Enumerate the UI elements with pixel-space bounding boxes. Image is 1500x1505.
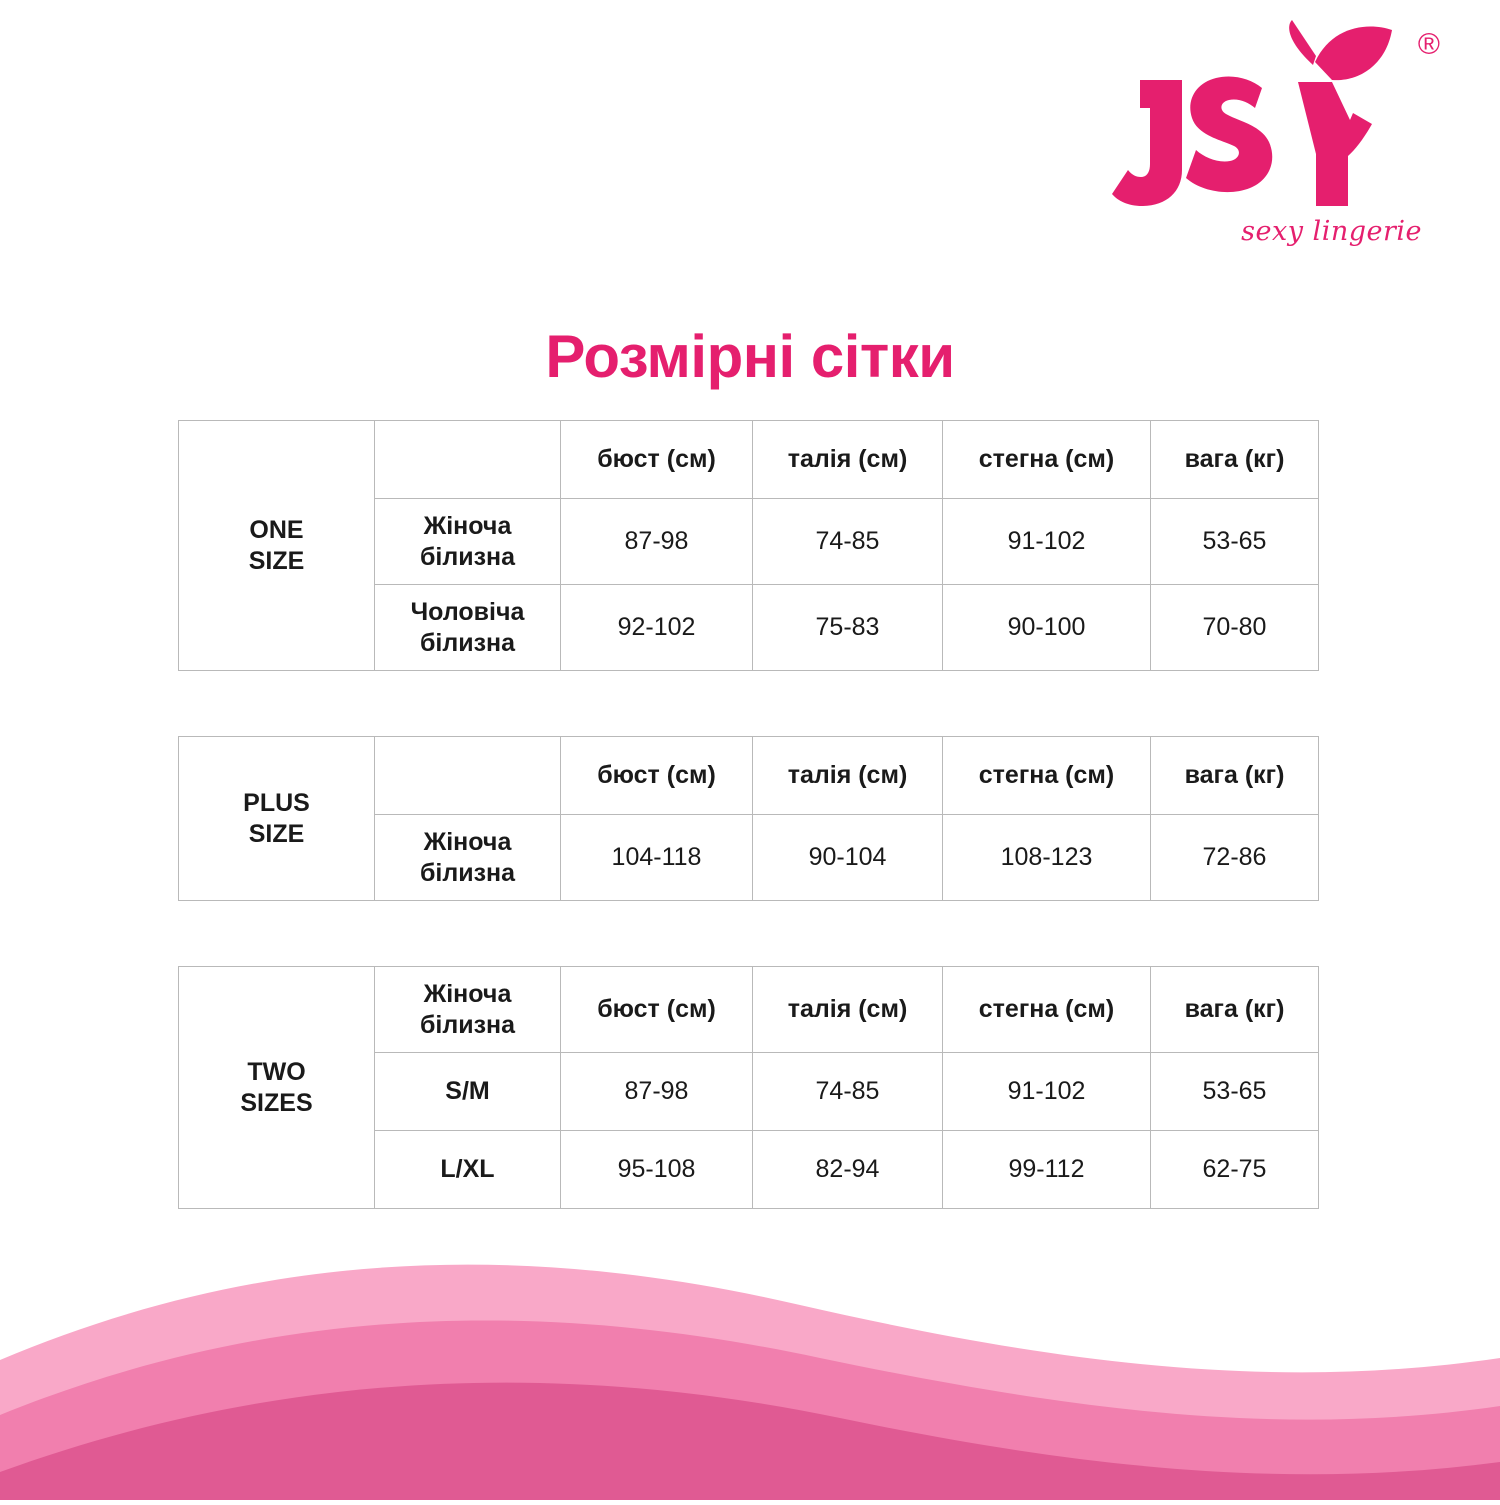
column-header-weight: вага (кг) bbox=[1151, 967, 1319, 1053]
cell-hips: 91-102 bbox=[943, 1053, 1151, 1131]
row-header-women: Жіноча білизна bbox=[375, 499, 561, 585]
cell-hips: 108-123 bbox=[943, 815, 1151, 901]
column-header-weight: вага (кг) bbox=[1151, 737, 1319, 815]
cell-waist: 74-85 bbox=[753, 1053, 943, 1131]
cell-weight: 53-65 bbox=[1151, 499, 1319, 585]
column-header-bust: бюст (см) bbox=[561, 967, 753, 1053]
column-header-waist: талія (см) bbox=[753, 737, 943, 815]
cell-weight: 70-80 bbox=[1151, 585, 1319, 671]
table-row bbox=[179, 737, 1319, 815]
row-header-sm: S/M bbox=[375, 1053, 561, 1131]
cell-bust: 104-118 bbox=[561, 815, 753, 901]
group-label-one-size: ONE SIZE bbox=[179, 421, 375, 671]
column-header-weight: вага (кг) bbox=[1151, 421, 1319, 499]
brand-tagline: sexy lingerie bbox=[1241, 216, 1422, 247]
page-title: Розмірні сітки bbox=[545, 323, 955, 391]
table-row bbox=[179, 967, 1319, 1053]
table-two-sizes bbox=[178, 966, 1319, 1209]
column-header-hips: стегна (см) bbox=[943, 421, 1151, 499]
cell-waist: 75-83 bbox=[753, 585, 943, 671]
corner-cell-women: Жіноча білизна bbox=[375, 967, 561, 1053]
table-plus-size bbox=[178, 736, 1319, 901]
cell-waist: 90-104 bbox=[753, 815, 943, 901]
column-header-bust: бюст (см) bbox=[561, 421, 753, 499]
corner-cell bbox=[375, 421, 561, 499]
column-header-hips: стегна (см) bbox=[943, 967, 1151, 1053]
registered-mark-icon: ® bbox=[1417, 28, 1440, 61]
column-header-hips: стегна (см) bbox=[943, 737, 1151, 815]
cell-waist: 74-85 bbox=[753, 499, 943, 585]
decorative-waves bbox=[0, 1210, 1500, 1500]
jsy-logo-icon bbox=[1110, 20, 1410, 210]
row-header-men: Чоловіча білизна bbox=[375, 585, 561, 671]
row-header-women: Жіноча білизна bbox=[375, 815, 561, 901]
table-one-size bbox=[178, 420, 1319, 671]
cell-weight: 62-75 bbox=[1151, 1131, 1319, 1209]
cell-bust: 92-102 bbox=[561, 585, 753, 671]
logo-mark bbox=[1110, 20, 1410, 210]
cell-waist: 82-94 bbox=[753, 1131, 943, 1209]
size-tables bbox=[178, 420, 1318, 1274]
cell-bust: 95-108 bbox=[561, 1131, 753, 1209]
cell-bust: 87-98 bbox=[561, 499, 753, 585]
group-label-plus-size: PLUS SIZE bbox=[179, 737, 375, 901]
cell-hips: 90-100 bbox=[943, 585, 1151, 671]
cell-hips: 91-102 bbox=[943, 499, 1151, 585]
cell-weight: 72-86 bbox=[1151, 815, 1319, 901]
table-row bbox=[179, 421, 1319, 499]
cell-hips: 99-112 bbox=[943, 1131, 1151, 1209]
column-header-waist: талія (см) bbox=[753, 967, 943, 1053]
column-header-bust: бюст (см) bbox=[561, 737, 753, 815]
row-header-lxl: L/XL bbox=[375, 1131, 561, 1209]
corner-cell bbox=[375, 737, 561, 815]
cell-weight: 53-65 bbox=[1151, 1053, 1319, 1131]
group-label-two-sizes: TWO SIZES bbox=[179, 967, 375, 1209]
brand-logo bbox=[1110, 20, 1440, 270]
column-header-waist: талія (см) bbox=[753, 421, 943, 499]
cell-bust: 87-98 bbox=[561, 1053, 753, 1131]
wave-graphic-icon bbox=[0, 1210, 1500, 1500]
